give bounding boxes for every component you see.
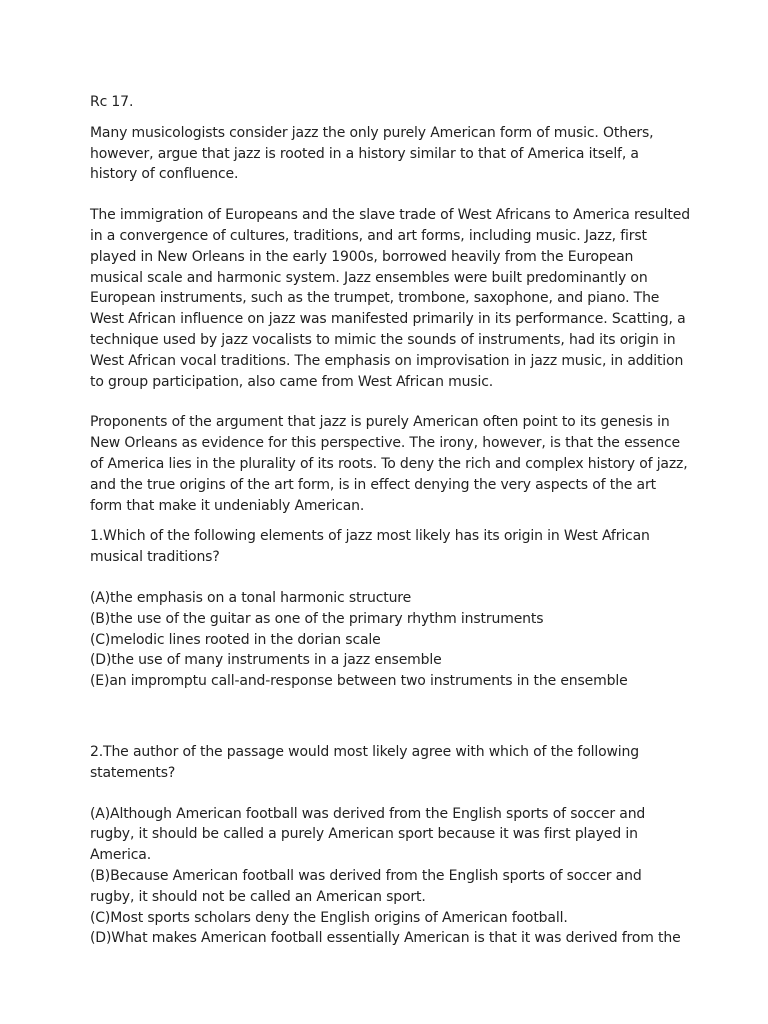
- question-2-options: [90, 804, 690, 950]
- question-2-option-c: (C)Most sports scholars deny the English origins of American football.: [90, 909, 568, 926]
- spacer: [90, 784, 690, 804]
- question-2-option-d: (D)What makes American football essentially American is that it was derived from the: [90, 930, 681, 947]
- question-1-option-e: (E)an impromptu call-and-response between two instruments in the ensemble: [90, 673, 628, 690]
- question-1-option-d: (D)the use of many instruments in a jazz ensemble: [90, 652, 442, 669]
- spacer: [90, 392, 690, 412]
- spacer: [90, 692, 690, 742]
- spacer: [90, 185, 690, 205]
- question-1-option-b: (B)the use of the guitar as one of the primary rhythm instruments: [90, 610, 544, 627]
- question-2-option-a: (A)Although American football was derived from the English sports of soccer and rugby, it should be called a purely American sport because it was first played in America.: [90, 805, 646, 864]
- question-1-options: [90, 588, 690, 692]
- passage-paragraph-1: Many musicologists consider jazz the only purely American form of music. Others, however, argue that jazz is rooted in a history similar to that of America itself, a history of confluence.: [90, 124, 654, 183]
- question-1-option-a: (A)the emphasis on a tonal harmonic structure: [90, 589, 412, 606]
- passage-paragraph-3: Proponents of the argument that jazz is purely American often point to its genesis in New Orleans as evidence for this perspective. The irony, however, is that the essence of America lies in the plurality of its roots. To deny the rich and complex history of jazz, and the true origins of the art form, is in effect denying the very aspects of the art form that make it undeniably American.: [90, 414, 688, 514]
- passage-paragraph-2: The immigration of Europeans and the slave trade of West Africans to America resulted in a convergence of cultures, traditions, and art forms, including music. Jazz, first played in New Orleans in the early 1900s, borrowed heavily from the European musical scale and harmonic system. Jazz ensembles were built predominantly on European instruments, such as the trumpet, trombone, saxophone, and piano. The West African influence on jazz was manifested primarily in its performance. Scatting, a technique used by jazz vocalists to mimic the sounds of instruments, had its origin in West African vocal traditions. The emphasis on improvisation in jazz music, in addition to group participation, also came from West African music.: [90, 207, 690, 390]
- spacer: [90, 516, 690, 526]
- spacer: [90, 568, 690, 588]
- question-2-option-b: (B)Because American football was derived from the English sports of soccer and rugby, it should not be called an American sport.: [90, 867, 642, 905]
- document-heading: Rc 17.: [90, 94, 134, 110]
- document-page: [90, 92, 690, 949]
- question-1-stem: 1.Which of the following elements of jazz most likely has its origin in West African musical traditions?: [90, 528, 650, 566]
- question-2-stem: 2.The author of the passage would most likely agree with which of the following statements?: [90, 743, 639, 781]
- spacer: [90, 113, 690, 123]
- question-1-option-c: (C)melodic lines rooted in the dorian scale: [90, 631, 381, 648]
